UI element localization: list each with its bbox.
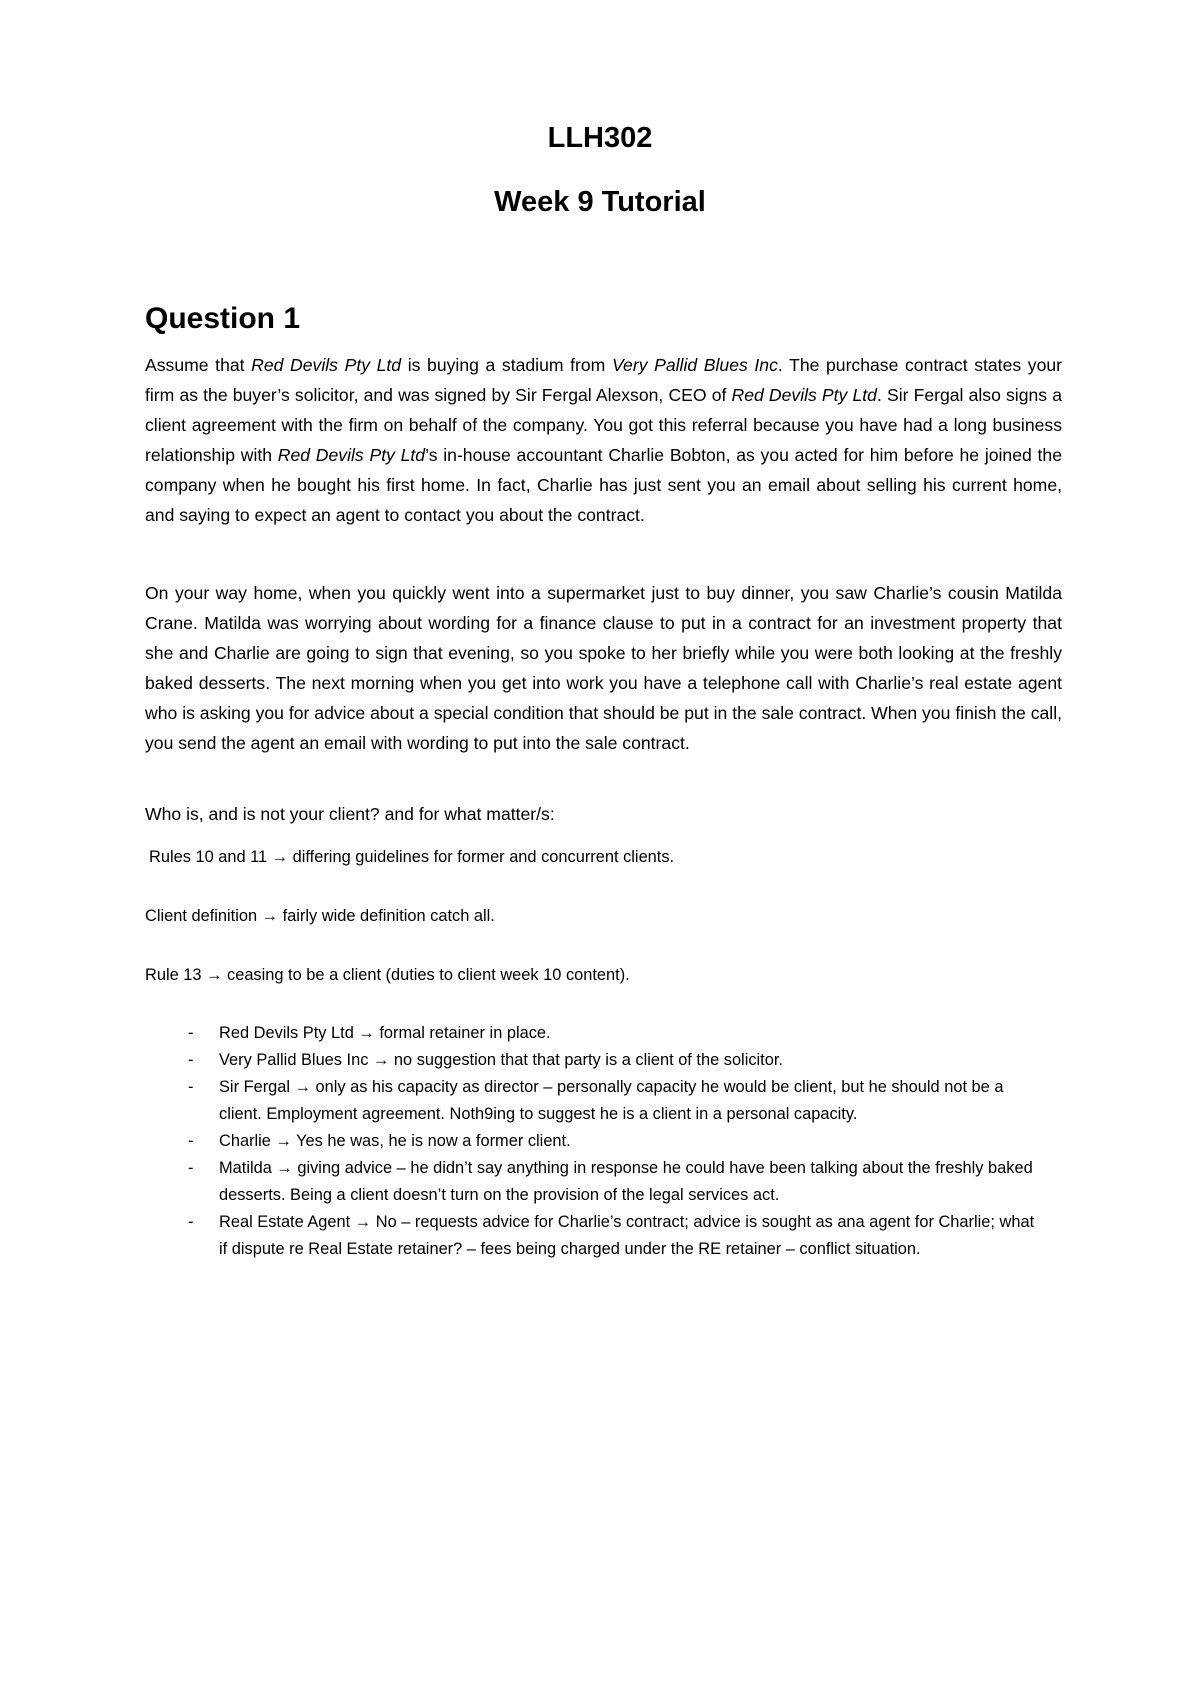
- dash-bullet: -: [188, 1132, 194, 1150]
- dash-bullet: -: [188, 1159, 194, 1177]
- note-rules-10-11: [149, 844, 1066, 871]
- list-item-subject: Real Estate Agent: [219, 1213, 355, 1231]
- list-item-subject: Very Pallid Blues Inc: [219, 1051, 373, 1069]
- arrow-right-icon: →: [271, 848, 289, 866]
- dash-bullet: -: [188, 1213, 194, 1231]
- note-text: Rule 13: [145, 966, 207, 984]
- list-item-text: No – requests advice for Charlie’s contract; advice is sought as ana agent for Charlie; what if dispute re Real Estate retainer? – fees being charged under the RE retainer – conflict situation.: [219, 1213, 1035, 1258]
- list-item-subject: Charlie: [219, 1132, 276, 1150]
- list-item-subject: Red Devils Pty Ltd: [219, 1024, 359, 1042]
- list-item-text: Yes he was, he is now a former client.: [291, 1132, 571, 1150]
- arrow-right-icon: →: [275, 1132, 292, 1150]
- arrow-right-icon: →: [261, 907, 279, 925]
- arrow-right-icon: →: [358, 1024, 375, 1042]
- arrow-right-icon: →: [276, 1159, 293, 1177]
- question-heading: Question 1: [145, 302, 301, 335]
- text-run: is buying a stadium from: [401, 355, 612, 375]
- text-run: . The purchase contract states your firm as the buyer’s solicitor, and was signed by Sir Fergal Alexson, CEO of: [145, 355, 1062, 405]
- list-item-text: giving advice – he didn’t say anything in response he could have been talking about the freshly baked desserts. Being a client doesn’t turn on the provision of the legal services act.: [219, 1159, 1033, 1204]
- list-item: [145, 1074, 1045, 1128]
- company-name-red-devils: Red Devils Pty Ltd: [277, 445, 426, 465]
- document-title: Week 9 Tutorial: [494, 186, 706, 218]
- list-item: [145, 1128, 1045, 1155]
- list-item: [145, 1020, 1045, 1047]
- list-item: [145, 1209, 1045, 1263]
- company-name-red-devils: Red Devils Pty Ltd: [731, 385, 877, 405]
- dash-bullet: -: [188, 1078, 194, 1096]
- question-prompt: Who is, and is not your client? and for what matter/s:: [145, 804, 555, 824]
- note-rule-13: [145, 962, 1062, 989]
- course-code: LLH302: [547, 122, 653, 154]
- list-item-text: formal retainer in place.: [374, 1024, 551, 1042]
- client-analysis-list: [145, 1020, 1045, 1263]
- text-run: . Sir Fergal also signs a client agreement with the firm on behalf of the company. You got this referral because you have had a long business relationship with: [145, 385, 1062, 465]
- list-item-text: only as his capacity as director – personally capacity he would be client, but he should not be a client. Employment agreement. Noth9ing to suggest he is a client in a personal capacity.: [219, 1078, 1004, 1123]
- text-run: Assume that: [145, 355, 252, 375]
- note-text: fairly wide definition catch all.: [278, 907, 495, 925]
- text-run: ’s in-house accountant Charlie Bobton, as you acted for him before he joined the company when he bought his first home. In fact, Charlie has just sent you an email about selling his current home, and saying to expect an agent to contact you about the contract.: [145, 445, 1062, 525]
- dash-bullet: -: [188, 1051, 194, 1069]
- list-item-subject: Matilda: [219, 1159, 277, 1177]
- question-paragraph-1: [145, 350, 1062, 530]
- note-text: Rules 10 and 11: [149, 848, 272, 866]
- note-text: Client definition: [145, 907, 262, 925]
- list-item: [145, 1155, 1045, 1209]
- arrow-right-icon: →: [294, 1078, 311, 1096]
- arrow-right-icon: →: [354, 1213, 372, 1231]
- list-item-subject: Sir Fergal: [219, 1078, 295, 1096]
- question-paragraph-2: On your way home, when you quickly went into a supermarket just to buy dinner, you saw Charlie’s cousin Matilda Crane. Matilda was worrying about wording for a finance clause to put in a contract for an investment property that she and Charlie are going to sign that evening, so you spoke to her briefly while you were both looking at the freshly baked desserts. The next morning when you get into work you have a telephone call with Charlie’s real estate agent who is asking you for advice about a special condition that should be put in the sale contract. When you finish the call, you send the agent an email with wording to put into the sale contract.: [145, 583, 1062, 753]
- company-name-very-pallid-blues: Very Pallid Blues Inc: [611, 355, 778, 375]
- list-item: [145, 1047, 1045, 1074]
- list-item-text: no suggestion that that party is a client of the solicitor.: [389, 1051, 783, 1069]
- arrow-right-icon: →: [372, 1051, 390, 1069]
- note-text: differing guidelines for former and concurrent clients.: [288, 848, 675, 866]
- note-text: ceasing to be a client (duties to client week 10 content).: [222, 966, 630, 984]
- note-client-definition: [145, 903, 1062, 930]
- company-name-red-devils: Red Devils Pty Ltd: [251, 355, 402, 375]
- dash-bullet: -: [188, 1024, 194, 1042]
- arrow-right-icon: →: [206, 966, 223, 984]
